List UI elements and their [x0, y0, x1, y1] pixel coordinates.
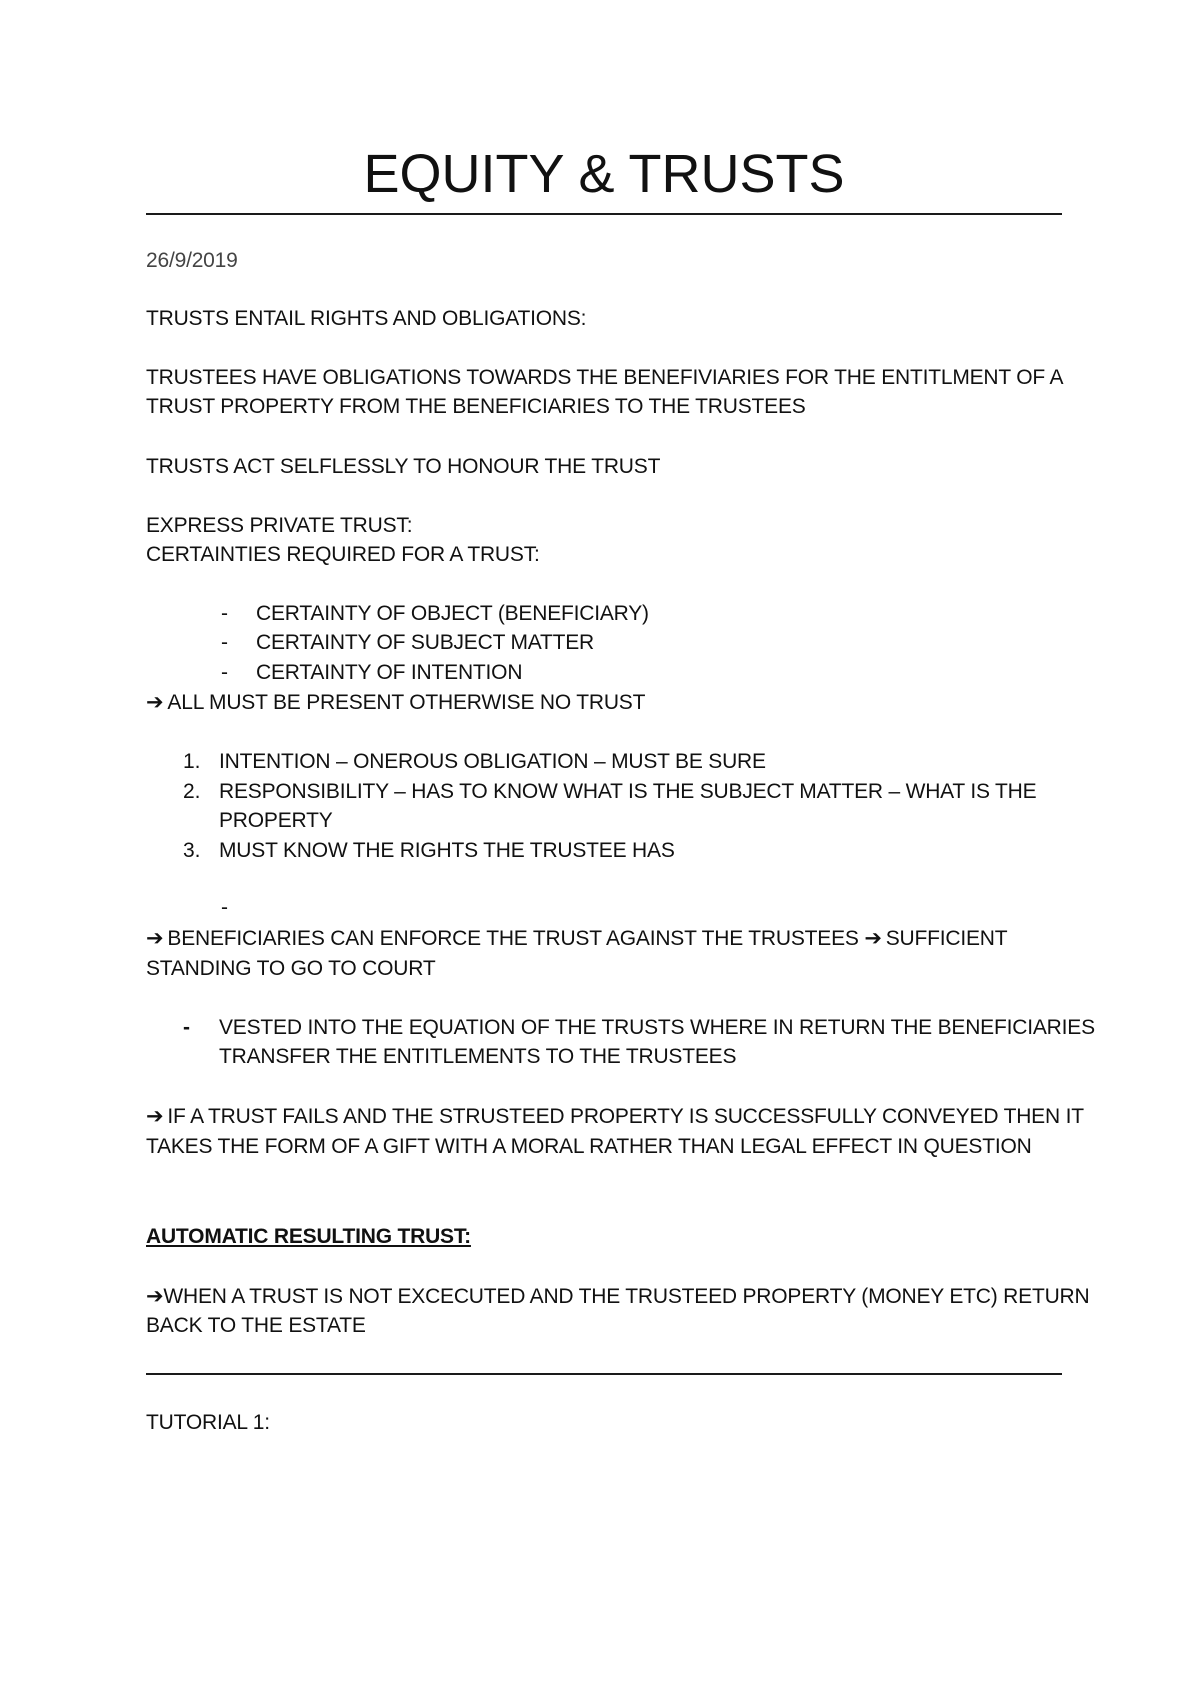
list-dash: - — [221, 602, 228, 625]
numbered-item-text: RESPONSIBILITY – HAS TO KNOW WHAT IS THE SUBJECT MATTER – WHAT IS THE — [219, 780, 1037, 803]
list-dash: - — [183, 1016, 190, 1039]
vested-line-1: VESTED INTO THE EQUATION OF THE TRUSTS WHERE IN RETURN THE BENEFICIARIES — [219, 1016, 1095, 1039]
all-present-line — [146, 688, 645, 717]
right-arrow-icon: ➔ — [864, 927, 882, 950]
automatic-resulting-trust-heading: AUTOMATIC RESULTING TRUST: — [146, 1225, 471, 1248]
automatic-line-1 — [146, 1282, 1089, 1311]
list-dash: - — [221, 661, 228, 684]
document-title: EQUITY & TRUSTS — [363, 144, 845, 204]
title-underline — [146, 213, 1062, 215]
automatic-text: WHEN A TRUST IS NOT EXCECUTED AND THE TRUSTEED PROPERTY (MONEY ETC) RETURN — [163, 1285, 1090, 1308]
numbered-item-text: MUST KNOW THE RIGHTS THE TRUSTEE HAS — [219, 839, 675, 862]
right-arrow-icon: ➔ — [146, 1285, 164, 1308]
numbered-item-text: INTENTION – ONEROUS OBLIGATION – MUST BE SURE — [219, 750, 766, 773]
trust-fails-line-1 — [146, 1102, 1084, 1131]
enforce-line-2: STANDING TO GO TO COURT — [146, 957, 436, 980]
all-present-text: ALL MUST BE PRESENT OTHERWISE NO TRUST — [167, 691, 646, 714]
list-number: 1. — [183, 750, 201, 773]
list-item: CERTAINTY OF OBJECT (BENEFICIARY) — [256, 602, 649, 625]
certainties-heading: CERTAINTIES REQUIRED FOR A TRUST: — [146, 543, 540, 566]
trustees-paragraph-line-1: TRUSTEES HAVE OBLIGATIONS TOWARDS THE BENEFIVIARIES FOR THE ENTITLMENT OF A — [146, 366, 1064, 389]
list-number: 3. — [183, 839, 201, 862]
express-private-trust-heading: EXPRESS PRIVATE TRUST: — [146, 514, 413, 537]
empty-list-dash: - — [221, 896, 228, 919]
enforce-text-part-1: BENEFICIARIES CAN ENFORCE THE TRUST AGAINST THE TRUSTEES — [167, 927, 859, 950]
tutorial-heading: TUTORIAL 1: — [146, 1411, 270, 1434]
section-divider — [146, 1373, 1062, 1375]
right-arrow-icon: ➔ — [146, 927, 164, 950]
right-arrow-icon: ➔ — [146, 691, 164, 714]
trust-fails-line-2: TAKES THE FORM OF A GIFT WITH A MORAL RATHER THAN LEGAL EFFECT IN QUESTION — [146, 1135, 1032, 1158]
list-number: 2. — [183, 780, 201, 803]
enforce-line-1 — [146, 924, 1007, 953]
selfless-paragraph: TRUSTS ACT SELFLESSLY TO HONOUR THE TRUST — [146, 455, 661, 478]
automatic-line-2: BACK TO THE ESTATE — [146, 1314, 366, 1337]
list-item: CERTAINTY OF INTENTION — [256, 661, 523, 684]
numbered-item-text: PROPERTY — [219, 809, 333, 832]
right-arrow-icon: ➔ — [146, 1105, 164, 1128]
enforce-text-part-2: SUFFICIENT — [885, 927, 1008, 950]
heading-rights-obligations: TRUSTS ENTAIL RIGHTS AND OBLIGATIONS: — [146, 307, 587, 330]
list-dash: - — [221, 631, 228, 654]
date-line: 26/9/2019 — [146, 249, 238, 272]
list-item: CERTAINTY OF SUBJECT MATTER — [256, 631, 595, 654]
trust-fails-text: IF A TRUST FAILS AND THE STRUSTEED PROPERTY IS SUCCESSFULLY CONVEYED THEN IT — [167, 1105, 1084, 1128]
trustees-paragraph-line-2: TRUST PROPERTY FROM THE BENEFICIARIES TO THE TRUSTEES — [146, 395, 806, 418]
vested-line-2: TRANSFER THE ENTITLEMENTS TO THE TRUSTEES — [219, 1045, 737, 1068]
